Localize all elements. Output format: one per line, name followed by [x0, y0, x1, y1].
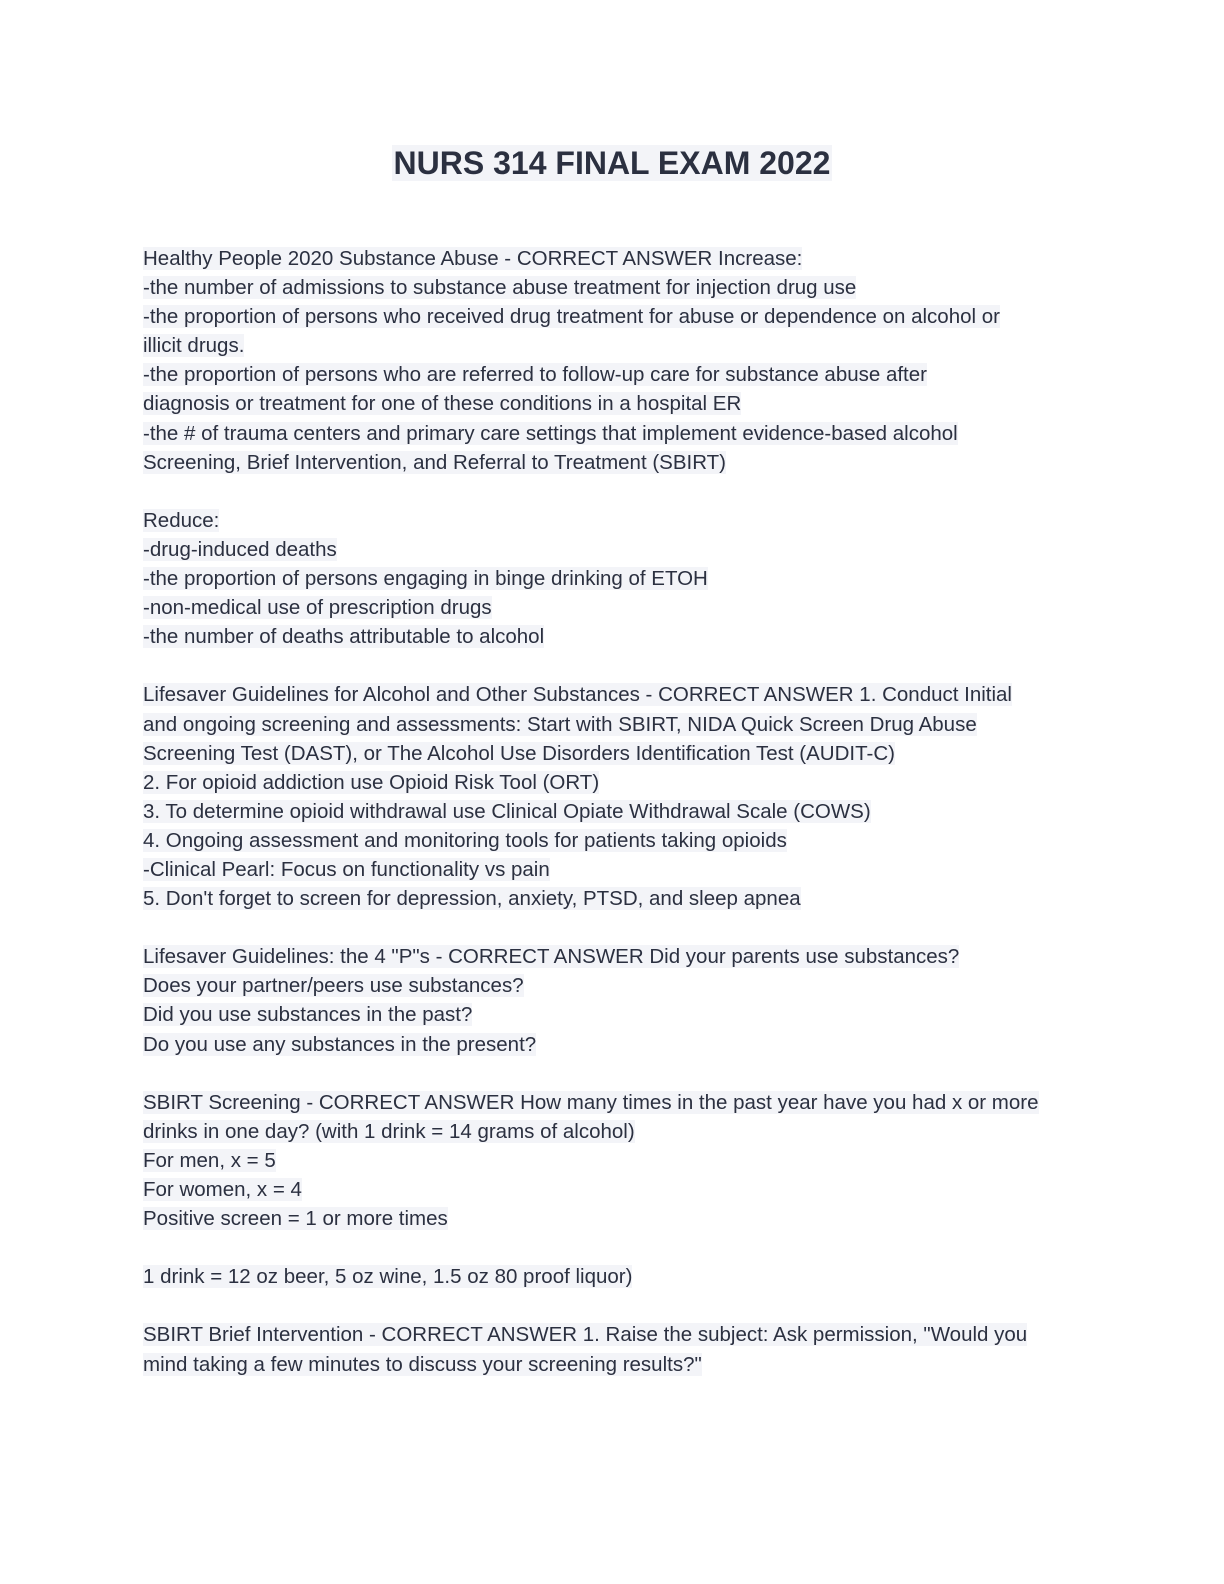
text-line	[143, 971, 1083, 1000]
text-line	[143, 1000, 1083, 1029]
text-line-content: Screening, Brief Intervention, and Referral to Treatment (SBIRT)	[143, 450, 726, 474]
text-line-content: illicit drugs.	[143, 334, 245, 358]
text-line	[143, 739, 1083, 768]
text-line-content: Screening Test (DAST), or The Alcohol Use Disorders Identification Test (AUDIT-C)	[143, 741, 895, 765]
text-line-content: 3. To determine opioid withdrawal use Clinical Opiate Withdrawal Scale (COWS)	[143, 799, 871, 823]
text-line-content: For men, x = 5	[143, 1148, 276, 1172]
text-line	[143, 622, 1083, 651]
text-line-content: -the number of deaths attributable to alcohol	[143, 625, 545, 649]
text-line-content: -the proportion of persons who are referred to follow-up care for substance abuse after	[143, 363, 927, 387]
document-body	[143, 244, 1083, 1379]
text-line-content: Lifesaver Guidelines for Alcohol and Other Substances - CORRECT ANSWER 1. Conduct Initial	[143, 683, 1012, 707]
blank-line	[143, 1233, 1083, 1262]
text-line	[143, 680, 1083, 709]
text-line-content: -the proportion of persons engaging in binge drinking of ETOH	[143, 567, 708, 591]
text-line-content: diagnosis or treatment for one of these conditions in a hospital ER	[143, 392, 742, 416]
text-line	[143, 506, 1083, 535]
text-line	[143, 1088, 1083, 1117]
text-line	[143, 1350, 1083, 1379]
text-line-content: SBIRT Screening - CORRECT ANSWER How many times in the past year have you had x or more	[143, 1090, 1039, 1114]
text-line-content: Lifesaver Guidelines: the 4 "P"s - CORRECT ANSWER Did your parents use substances?	[143, 945, 960, 969]
text-line-content: Positive screen = 1 or more times	[143, 1207, 448, 1231]
text-line	[143, 593, 1083, 622]
text-line	[143, 448, 1083, 477]
text-line	[143, 331, 1083, 360]
text-line-content: -non-medical use of prescription drugs	[143, 596, 492, 620]
text-line-content: -the # of trauma centers and primary care settings that implement evidence-based alcohol	[143, 421, 958, 445]
text-line	[143, 768, 1083, 797]
blank-line	[143, 477, 1083, 506]
text-line-content: 4. Ongoing assessment and monitoring tools for patients taking opioids	[143, 828, 787, 852]
text-line-content: -the number of admissions to substance abuse treatment for injection drug use	[143, 276, 857, 300]
text-line	[143, 564, 1083, 593]
text-line-content: 2. For opioid addiction use Opioid Risk Tool (ORT)	[143, 770, 600, 794]
blank-line	[143, 913, 1083, 942]
text-line	[143, 855, 1083, 884]
text-line	[143, 797, 1083, 826]
blank-line	[143, 1291, 1083, 1320]
text-line-content: Reduce:	[143, 508, 220, 532]
text-line	[143, 1117, 1083, 1146]
text-line-content: -the proportion of persons who received drug treatment for abuse or dependence on alcohol or	[143, 305, 1000, 329]
text-line-content: 5. Don't forget to screen for depression, anxiety, PTSD, and sleep apnea	[143, 887, 801, 911]
text-line-content: and ongoing screening and assessments: Start with SBIRT, NIDA Quick Screen Drug Abuse	[143, 712, 977, 736]
text-line-content: -drug-induced deaths	[143, 537, 337, 561]
text-line	[143, 1175, 1083, 1204]
text-line	[143, 273, 1083, 302]
text-line-content: 1 drink = 12 oz beer, 5 oz wine, 1.5 oz 80 proof liquor)	[143, 1265, 633, 1289]
text-line-content: mind taking a few minutes to discuss your screening results?"	[143, 1352, 702, 1376]
text-line-content: -Clinical Pearl: Focus on functionality vs pain	[143, 857, 550, 881]
text-line	[143, 710, 1083, 739]
text-line-content: Healthy People 2020 Substance Abuse - CORRECT ANSWER Increase:	[143, 247, 803, 270]
text-line	[143, 1320, 1083, 1349]
text-line	[143, 419, 1083, 448]
page-title-text: NURS 314 FINAL EXAM 2022	[393, 145, 831, 181]
text-line	[143, 1030, 1083, 1059]
text-line	[143, 302, 1083, 331]
text-line-content: Does your partner/peers use substances?	[143, 974, 524, 998]
text-line-content: Did you use substances in the past?	[143, 1003, 473, 1027]
text-line	[143, 360, 1083, 389]
text-line	[143, 826, 1083, 855]
blank-line	[143, 1059, 1083, 1088]
text-line	[143, 1262, 1083, 1291]
text-line-content: SBIRT Brief Intervention - CORRECT ANSWER 1. Raise the subject: Ask permission, "Would you	[143, 1323, 1028, 1347]
blank-line	[143, 651, 1083, 680]
text-line-content: drinks in one day? (with 1 drink = 14 grams of alcohol)	[143, 1119, 635, 1143]
text-line	[143, 1146, 1083, 1175]
page-title	[0, 140, 1224, 186]
text-line	[143, 535, 1083, 564]
text-line-content: For women, x = 4	[143, 1178, 302, 1201]
text-line-content: Do you use any substances in the present?	[143, 1032, 537, 1056]
text-line	[143, 1204, 1083, 1233]
text-line	[143, 389, 1083, 418]
text-line	[143, 942, 1083, 971]
text-line	[143, 244, 1083, 273]
text-line	[143, 884, 1083, 913]
